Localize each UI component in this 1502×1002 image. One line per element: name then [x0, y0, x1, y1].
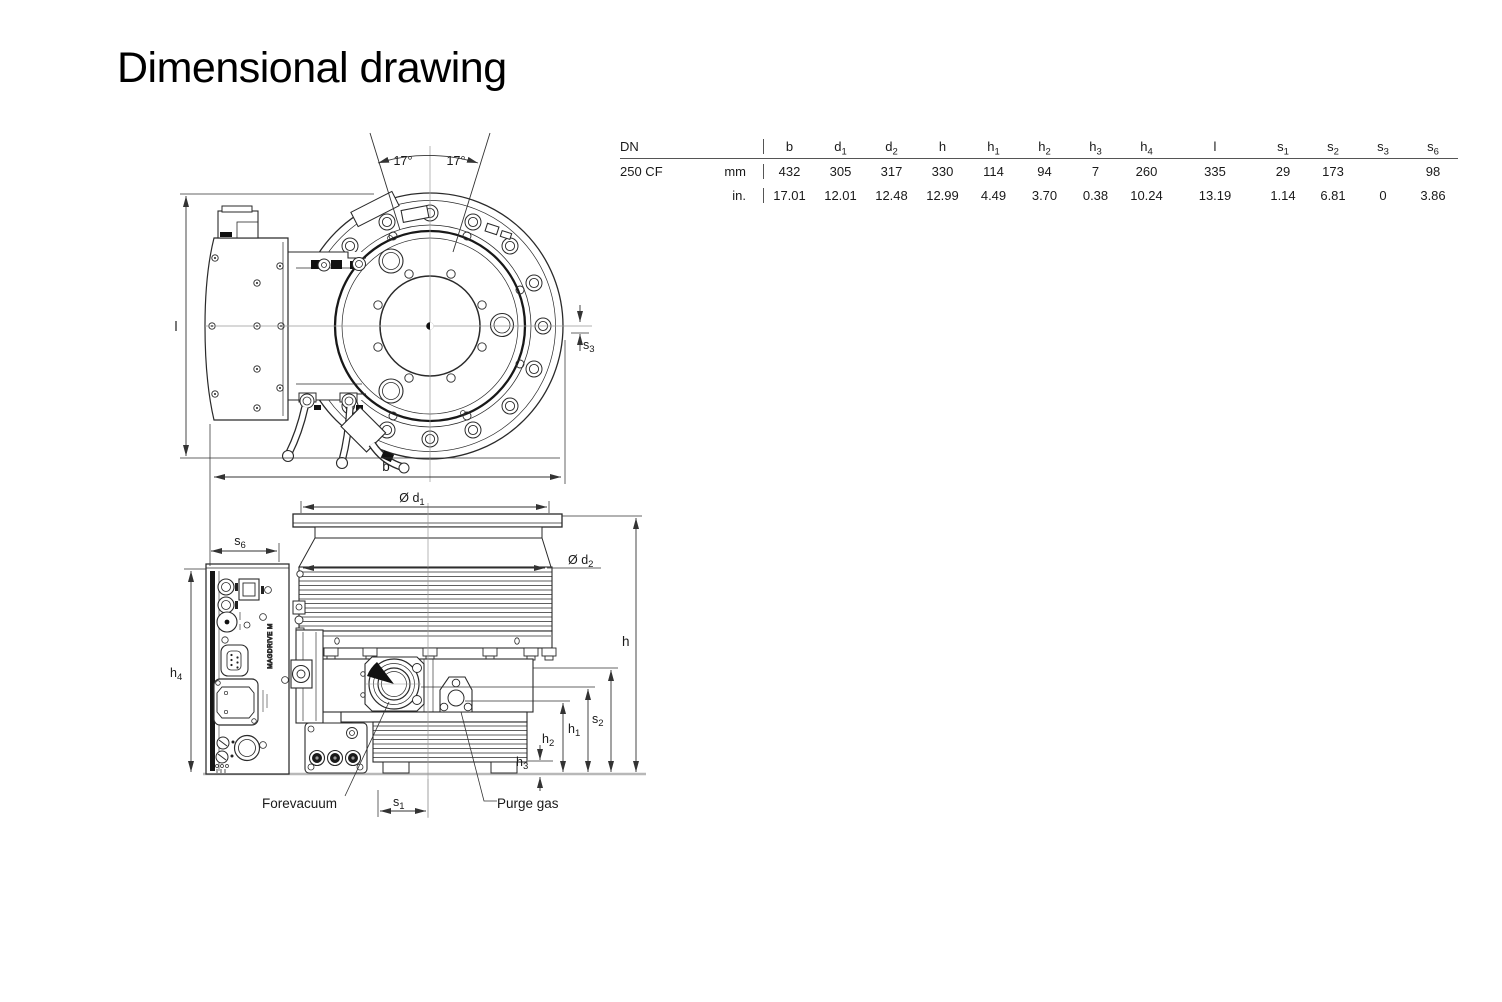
h2-label: $h_2$ — [542, 732, 555, 749]
col-header: $s_2$ — [1327, 138, 1339, 158]
d1-dimension — [301, 491, 549, 513]
cell: 13.19 — [1198, 187, 1232, 203]
cell: 94 — [1037, 163, 1052, 179]
col-header: l — [1213, 138, 1217, 154]
cell: 260 — [1135, 163, 1158, 179]
s2-label: $s_2$ — [592, 712, 604, 729]
foot — [383, 762, 409, 773]
l-label: l — [174, 319, 178, 334]
cell: 305 — [829, 163, 852, 179]
cell: 335 — [1204, 163, 1226, 179]
cell: 6.81 — [1320, 187, 1346, 203]
cell: 173 — [1322, 163, 1344, 179]
dsub-connector — [221, 645, 248, 676]
s2-dimension — [533, 668, 618, 772]
col-header: $h_4$ — [1140, 138, 1153, 158]
s3-dimension — [571, 305, 595, 355]
col-header: b — [763, 139, 815, 154]
cell: 317 — [880, 163, 903, 179]
connector-box — [305, 723, 367, 773]
s1-dimension — [378, 779, 428, 817]
h4-dimension — [170, 569, 206, 772]
cell: 4.49 — [980, 187, 1007, 203]
s3-label: $s_3$ — [583, 338, 595, 355]
purge-gas-label: Purge gas — [497, 796, 559, 811]
top-view — [205, 133, 592, 482]
angle-17-dimension — [378, 154, 478, 168]
h3-label: $h_3$ — [516, 755, 529, 772]
s6-label: $s_6$ — [234, 534, 246, 551]
cell: 10.24 — [1130, 187, 1163, 203]
row-name: 250 CF — [620, 163, 663, 179]
cell: 98 — [1425, 163, 1441, 179]
cell: 330 — [931, 163, 954, 179]
electronics-panel — [206, 564, 289, 774]
cell: 0.38 — [1082, 187, 1109, 203]
motor-label: MAGDRIVE M — [267, 623, 274, 669]
h1-label: $h_1$ — [568, 722, 581, 739]
b-label: b — [382, 459, 390, 474]
angle-left-label: 17° — [393, 154, 413, 168]
cell: 12.01 — [824, 187, 857, 203]
inlet-flange — [293, 514, 562, 567]
cell: 7 — [1091, 163, 1100, 179]
cell: 3.70 — [1031, 187, 1058, 203]
cable-connectors — [310, 751, 361, 766]
col-header: $s_3$ — [1377, 138, 1389, 158]
cell: 1.14 — [1270, 187, 1296, 203]
purge-gas-port — [440, 677, 472, 712]
row-unit: mm — [724, 163, 746, 179]
page-title: Dimensional drawing — [117, 44, 507, 92]
cell: 12.48 — [875, 187, 908, 203]
cell: 114 — [983, 163, 1004, 179]
cell: 12.99 — [926, 187, 959, 203]
forevacuum-label: Forevacuum — [262, 796, 338, 811]
foot — [491, 762, 517, 773]
d2-label: Ø $d_2$ — [568, 553, 594, 570]
row-unit: in. — [732, 187, 746, 203]
col-header: $h_1$ — [987, 138, 1000, 158]
col-header: $s_1$ — [1277, 138, 1289, 158]
s1-label: $s_1$ — [393, 795, 405, 812]
pump-neck — [288, 252, 366, 410]
col-header: $h_3$ — [1089, 138, 1102, 158]
angle-right-label: 17° — [446, 154, 466, 168]
col-header: $h_2$ — [1038, 138, 1051, 158]
power-switch — [239, 579, 259, 600]
side-view — [203, 503, 646, 818]
motor-section — [373, 722, 527, 773]
h4-label: $h_4$ — [170, 666, 183, 683]
bellows — [299, 567, 552, 648]
cell: 3.86 — [1420, 187, 1446, 203]
cell: 17.01 — [763, 188, 815, 203]
col-header: $d_2$ — [885, 138, 898, 158]
col-header: $s_6$ — [1427, 138, 1439, 158]
h-label: h — [622, 634, 630, 649]
cooling-hoses — [283, 407, 410, 473]
cell: 432 — [763, 164, 815, 179]
col-header: $d_1$ — [834, 138, 847, 158]
d1-label: Ø $d_1$ — [399, 491, 425, 508]
s6-dimension — [211, 534, 279, 562]
flange-clamps — [351, 191, 512, 239]
cell: 0 — [1379, 187, 1387, 203]
col-header-dn: DN — [620, 138, 639, 154]
cell: 29 — [1275, 163, 1291, 179]
electronics-box-top — [205, 206, 288, 420]
col-header: h — [938, 138, 947, 154]
